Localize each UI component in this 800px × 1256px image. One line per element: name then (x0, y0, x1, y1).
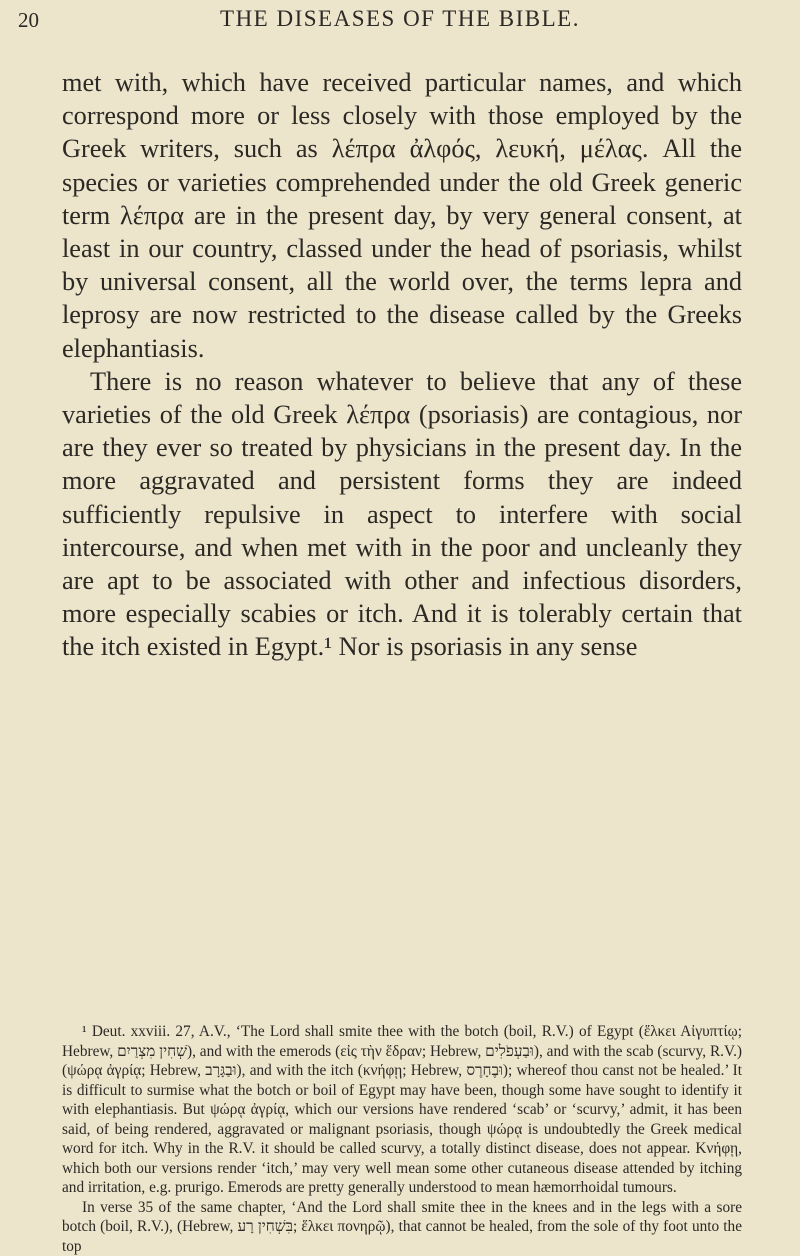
running-head: THE DISEASES OF THE BIBLE. (0, 6, 800, 32)
footnote-1: ¹ Deut. xxviii. 27, A.V., ‘The Lord shall smite thee with the botch (boil, R.V.) of Egypt (ἕλκει Αἰγυπτίῳ; Hebrew, שְׁחִין מִצְרַיִם), and with the emerods (εἰς τὴν ἕδραν; Hebrew, וּבַעְפֹלִים), and with the scab (scurvy, R.V.) (ψώρᾳ ἀγρίᾳ; Hebrew, וּבַגָּרָב), and with the itch (κνήφῃ; Hebrew, וּבֶחָרֶס); whereof thou canst not be healed.’ It is difficult to surmise what the botch or boil of Egypt may have been, though some have sought to identify it with elephantiasis. But ψώρᾳ ἀγρίᾳ, which our versions have rendered ‘scab’ or ‘scurvy,’ admit, it has been said, of being rendered, aggravated or malignant psoriasis, though ψώρᾳ is undoubtedly the Greek medical word for itch. Why in the R.V. it should be called scurvy, a totally distinct disease, does not appear. Κνήφῃ, which both our versions render ‘itch,’ may very well mean some other cutaneous disease attended by itching and irritation, e.g. prurigo. Emerods are pretty generally understood to mean hæmorrhoidal tumours. (62, 1022, 742, 1198)
footnotes (62, 1022, 742, 1256)
main-text (62, 66, 742, 664)
page-number: 20 (18, 8, 39, 33)
paragraph-1: met with, which have received particular names, and which correspond more or less closely with those employed by the Greek writers, such as λέπρα ἀλφός, λευκή, μέλας. All the species or varieties comprehended under the old Greek generic term λέπρα are in the present day, by very general consent, at least in our country, classed under the head of psoriasis, whilst by universal consent, all the world over, the terms lepra and leprosy are now restricted to the disease called by the Greeks elephantiasis. (62, 66, 742, 365)
paragraph-2: There is no reason whatever to believe that any of these varieties of the old Greek λέπρα (psoriasis) are contagious, nor are they ever so treated by physicians in the present day. In the more aggravated and persistent forms they are indeed sufficiently repulsive in aspect to interfere with social intercourse, and when met with in the poor and uncleanly they are apt to be associated with other and infectious disorders, more especially scabies or itch. And it is tolerably certain that the itch existed in Egypt.¹ Nor is psoriasis in any sense (62, 365, 742, 664)
footnote-1-continued: In verse 35 of the same chapter, ‘And the Lord shall smite thee in the knees and in the legs with a sore botch (boil, R.V.), (Hebrew, בִּשְׁחִין רָע; ἕλκει πονηρῷ), that cannot be healed, from the sole of thy foot unto the top (62, 1198, 742, 1256)
